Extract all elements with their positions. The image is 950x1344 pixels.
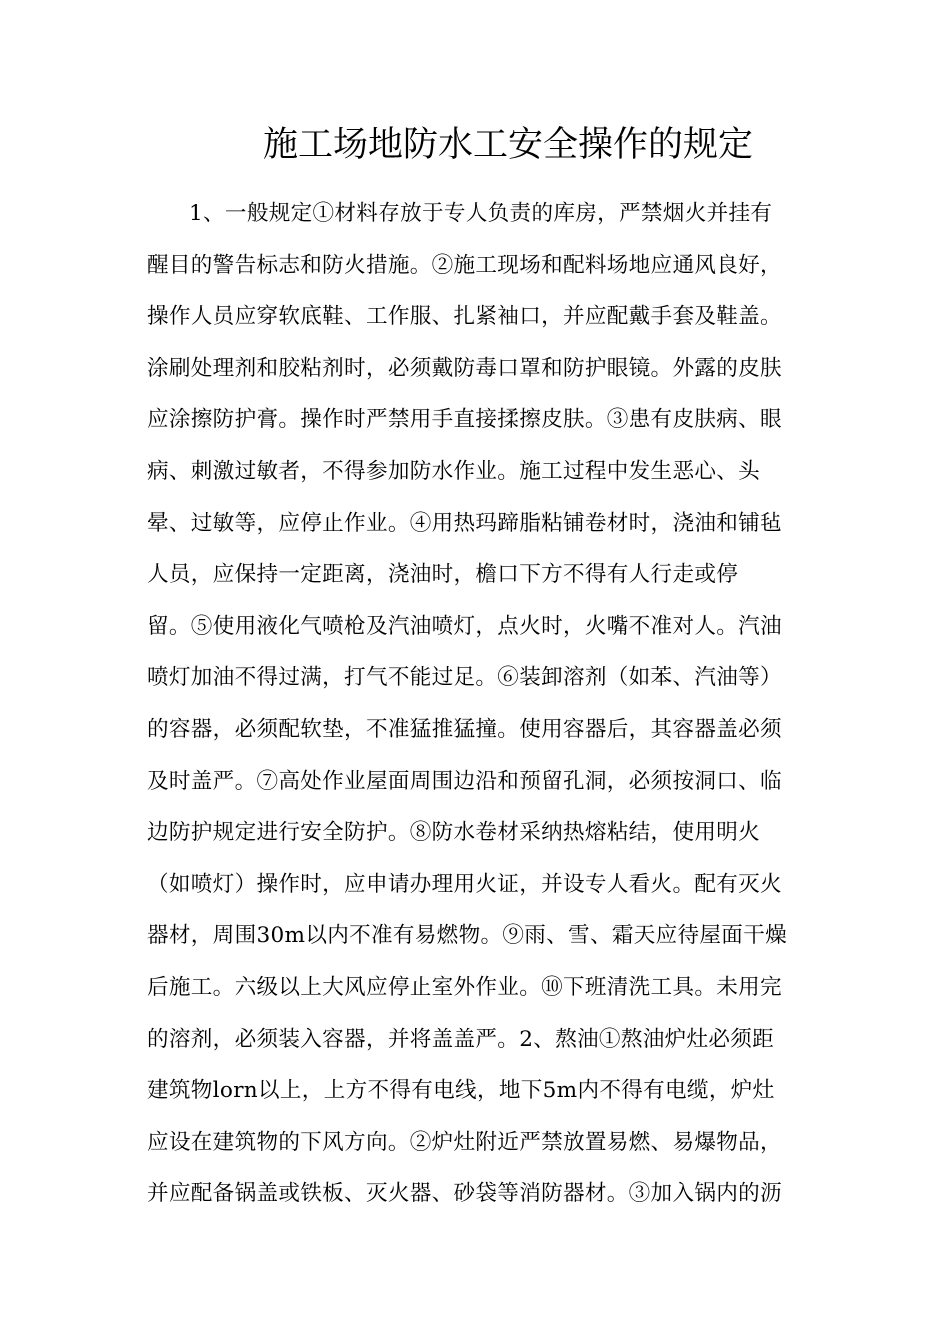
paragraph-line: 应涂擦防护膏。操作时严禁用手直接揉擦皮肤。③患有皮肤病、眼 bbox=[147, 407, 782, 433]
paragraph-line: 边防护规定进行安全防护。⑧防水卷材采纳热熔粘结，使用明火 bbox=[147, 820, 761, 846]
paragraph-line: 晕、过敏等，应停止作业。④用热玛蹄脂粘铺卷材时，浇油和铺毡 bbox=[147, 510, 782, 536]
paragraph-line: 留。⑤使用液化气喷枪及汽油喷灯，点火时，火嘴不准对人。汽油 bbox=[147, 613, 782, 639]
paragraph-line: 并应配备锅盖或铁板、灭火器、砂袋等消防器材。③加入锅内的沥 bbox=[147, 1181, 782, 1207]
paragraph-line: 后施工。六级以上大风应停止室外作业。⑩下班清洗工具。未用完 bbox=[147, 974, 782, 1000]
paragraph-line: 人员，应保持一定距离，浇油时，檐口下方不得有人行走或停 bbox=[147, 562, 739, 588]
paragraph-line: 1、一般规定①材料存放于专人负责的库房，严禁烟火并挂有 bbox=[189, 201, 773, 226]
paragraph-line: 应设在建筑物的下风方向。②炉灶附近严禁放置易燃、易爆物品， bbox=[147, 1129, 782, 1155]
paragraph-line: 建筑物lorn以上，上方不得有电线，地下5m内不得有电缆，炉灶 bbox=[147, 1078, 775, 1104]
paragraph-line: 醒目的警告标志和防火措施。②施工现场和配料场地应通风良好， bbox=[147, 252, 782, 278]
paragraph-line: 的容器，必须配软垫，不准猛推猛撞。使用容器后，其容器盖必须 bbox=[147, 716, 782, 742]
paragraph-line: 操作人员应穿软底鞋、工作服、扎紧袖口，并应配戴手套及鞋盖。 bbox=[147, 304, 782, 330]
paragraph-line: 喷灯加油不得过满，打气不能过足。⑥装卸溶剂（如苯、汽油等） bbox=[147, 665, 782, 691]
paragraph-line: 涂刷处理剂和胶粘剂时，必须戴防毒口罩和防护眼镜。外露的皮肤 bbox=[147, 355, 782, 381]
paragraph-line: 病、刺激过敏者，不得参加防水作业。施工过程中发生恶心、头 bbox=[147, 458, 761, 484]
paragraph-line: 的溶剂，必须装入容器，并将盖盖严。2、熬油①熬油炉灶必须距 bbox=[147, 1026, 775, 1052]
paragraph-line: 器材，周围30m以内不准有易燃物。⑨雨、雪、霜天应待屋面干燥 bbox=[147, 923, 787, 949]
document-title: 施工场地防水工安全操作的规定 bbox=[262, 125, 753, 165]
paragraph-line: （如喷灯）操作时，应申请办理用火证，并设专人看火。配有灭火 bbox=[147, 871, 782, 897]
paragraph-line: 及时盖严。⑦高处作业屋面周围边沿和预留孔洞，必须按洞口、临 bbox=[147, 768, 782, 794]
document-body bbox=[147, 188, 807, 1220]
